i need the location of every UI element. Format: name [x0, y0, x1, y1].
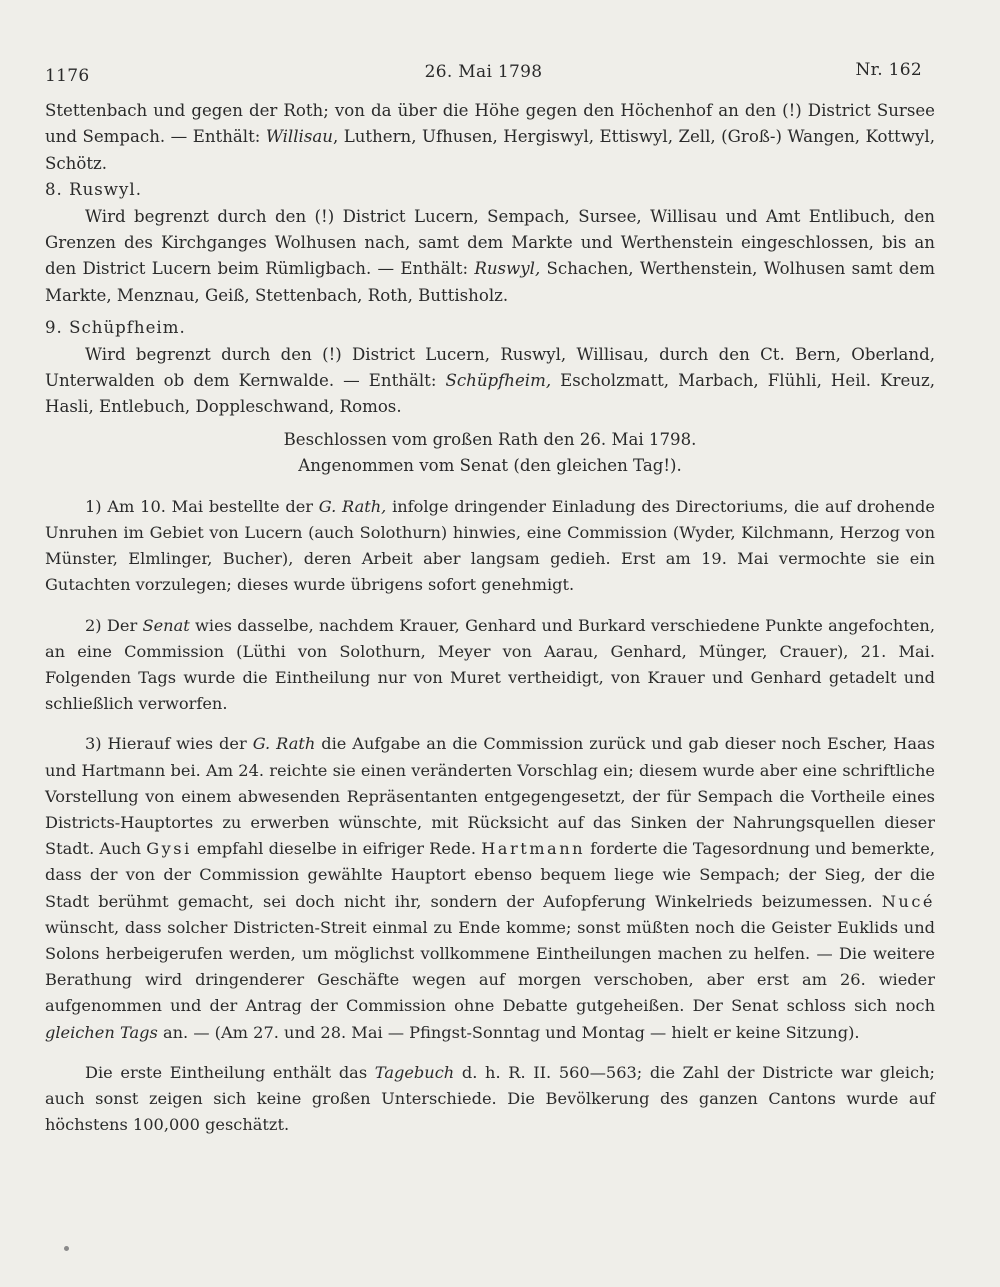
closing-line-2: Angenommen vom Senat (den gleichen Tag!). — [298, 456, 682, 476]
header-date: 26. Mai 1798 — [424, 62, 543, 82]
speaker-name: Gysi — [146, 839, 192, 859]
emphasis: gleichen Tags — [45, 1022, 158, 1042]
text-run: , Luthern, Ufhusen, Hergiswyl, Ettiswyl, Zell, (Groß-) Wangen, Kottwyl, Schötz. — [45, 127, 936, 173]
text-run: Die erste Eintheilung enthält das — [85, 1062, 375, 1082]
page-number: 1176 — [45, 66, 90, 86]
closing-line-1: Beschlossen vom großen Rath den 26. Mai 1798. — [283, 429, 697, 449]
section-7-continuation — [45, 98, 935, 177]
text-run: die Aufgabe an die Commission zurück und gab dieser noch Escher, Haas und Hartmann bei. Am 24. reichte sie einen veränderten Vorschlag ein; diesem wurde aber eine schriftliche Vorstellung von einem abwesenden Repräsentanten entgegengesetzt, der für Sempach die Vortheile eines Districts-Hauptortes zu erwerben wünschte, mit Rücksicht auf das Sinken der Nahrungsquellen dieser Stadt. Auch — [45, 734, 935, 859]
footnote-4 — [45, 1060, 935, 1139]
text-run: d. h. R. II. 560—563; die Zahl der Districte war gleich; auch sonst zeigen sich keine großen Unterschiede. Die Bevölkerung des ganzen Cantons wurde auf höchstens 100,000 geschätzt. — [45, 1062, 935, 1135]
text-run: wünscht, dass solcher Districten-Streit einmal zu Ende komme; sonst müßten noch die Geister Euklids und Solons herbeigerufen werden, um möglichst vollkommene Eintheilungen machen zu helfen. — Die weitere Berathung wird dringenderer Geschäfte wegen auf morgen verschoben, aber erst am 26. wieder aufgenommen und der Antrag der Commission ohne Debatte gutgeheißen. Der Senat schloss sich noch — [45, 917, 935, 1016]
text-run: Escholzmatt, Marbach, Flühli, Heil. Kreuz, Hasli, Entlebuch, Doppleschwand, Romos. — [45, 371, 935, 417]
text-run: Wird begrenzt durch den (!) District Lucern, Ruswyl, Willisau, durch den Ct. Bern, Oberland, Unterwalden ob dem Kernwalde. — Enthält: — [45, 344, 935, 391]
section-8-heading: 8. Ruswyl. — [45, 180, 142, 200]
emphasis: Tagebuch — [374, 1062, 455, 1082]
place-name: Willisau — [265, 127, 333, 147]
footnote-2 — [45, 613, 935, 718]
section-9-text — [45, 342, 935, 421]
text-run: an. — (Am 27. und 28. Mai — Pfingst-Sonntag und Montag — hielt er keine Sitzung). — [157, 1022, 860, 1042]
emphasis: Senat — [142, 615, 190, 635]
text-run: 2) Der — [85, 615, 143, 635]
text-run: Wird begrenzt durch den (!) District Lucern, Sempach, Sursee, Willisau und Amt Entlibuch, den Grenzen des Kirchganges Wolhusen nach, samt dem Markte und Werthenstein eingeschlossen, bis an den District Lucern beim Rümligbach. — Enthält: — [45, 206, 935, 279]
main-text — [45, 98, 935, 1138]
paper-speck — [64, 1246, 69, 1251]
speaker-name: Hartmann — [481, 839, 586, 859]
place-name: Ruswyl, — [474, 259, 541, 279]
document-number: Nr. 162 — [855, 60, 922, 80]
text-run: 3) Hierauf wies der — [85, 734, 253, 754]
section-9-heading: 9. Schüpfheim. — [45, 318, 186, 338]
footnotes — [45, 494, 935, 1139]
text-run: 1) Am 10. Mai bestellte der — [85, 496, 319, 516]
place-name: Schüpfheim, — [445, 371, 552, 391]
page-header — [45, 58, 922, 88]
text-run: forderte die Tagesordnung und bemerkte, dass der von der Commission gewählte Hauptort ebenso bequem liege wie Sempach; der Sieg, der die Stadt berühmt gemacht, sei doch nicht ihr, sondern der Aufopferung Winkelrieds beizumessen. — [45, 839, 936, 911]
footnote-1 — [45, 494, 935, 599]
footnote-3 — [45, 731, 935, 1045]
emphasis: G. Rath — [252, 734, 316, 754]
text-run: infolge dringender Einladung des Directoriums, die auf drohende Unruhen im Gebiet von Lucern (auch Solothurn) hinwies, eine Commission (Wyder, Kilchmann, Herzog von Münster, Elmlinger, Bucher), deren Arbeit aber langsam gedieh. Erst am 19. Mai vermochte sie ein Gutachten vorzulegen; dieses wurde übrigens sofort genehmigt. — [45, 496, 935, 595]
text-run: wies dasselbe, nachdem Krauer, Genhard und Burkard verschiedene Punkte angefochten, an eine Commission (Lüthi von Solothurn, Meyer von Aarau, Genhard, Münger, Crauer), 21. Mai. Folgenden Tags wurde die Eintheilung nur von Muret vertheidigt, von Krauer und Genhard getadelt und schließlich verworfen. — [45, 615, 935, 714]
emphasis: G. Rath, — [318, 496, 387, 516]
text-run: empfahl dieselbe in eifriger Rede. — [191, 839, 482, 859]
speaker-name: Nucé — [881, 891, 935, 911]
section-8-text — [45, 204, 935, 310]
text-run: Stettenbach und gegen der Roth; von da über die Höhe gegen den Höchenhof an den (!) District Sursee und Sempach. — Enthält: — [45, 101, 935, 147]
text-run: Schachen, Werthenstein, Wolhusen samt dem Markte, Menznau, Geiß, Stettenbach, Roth, Buttisholz. — [45, 259, 935, 305]
